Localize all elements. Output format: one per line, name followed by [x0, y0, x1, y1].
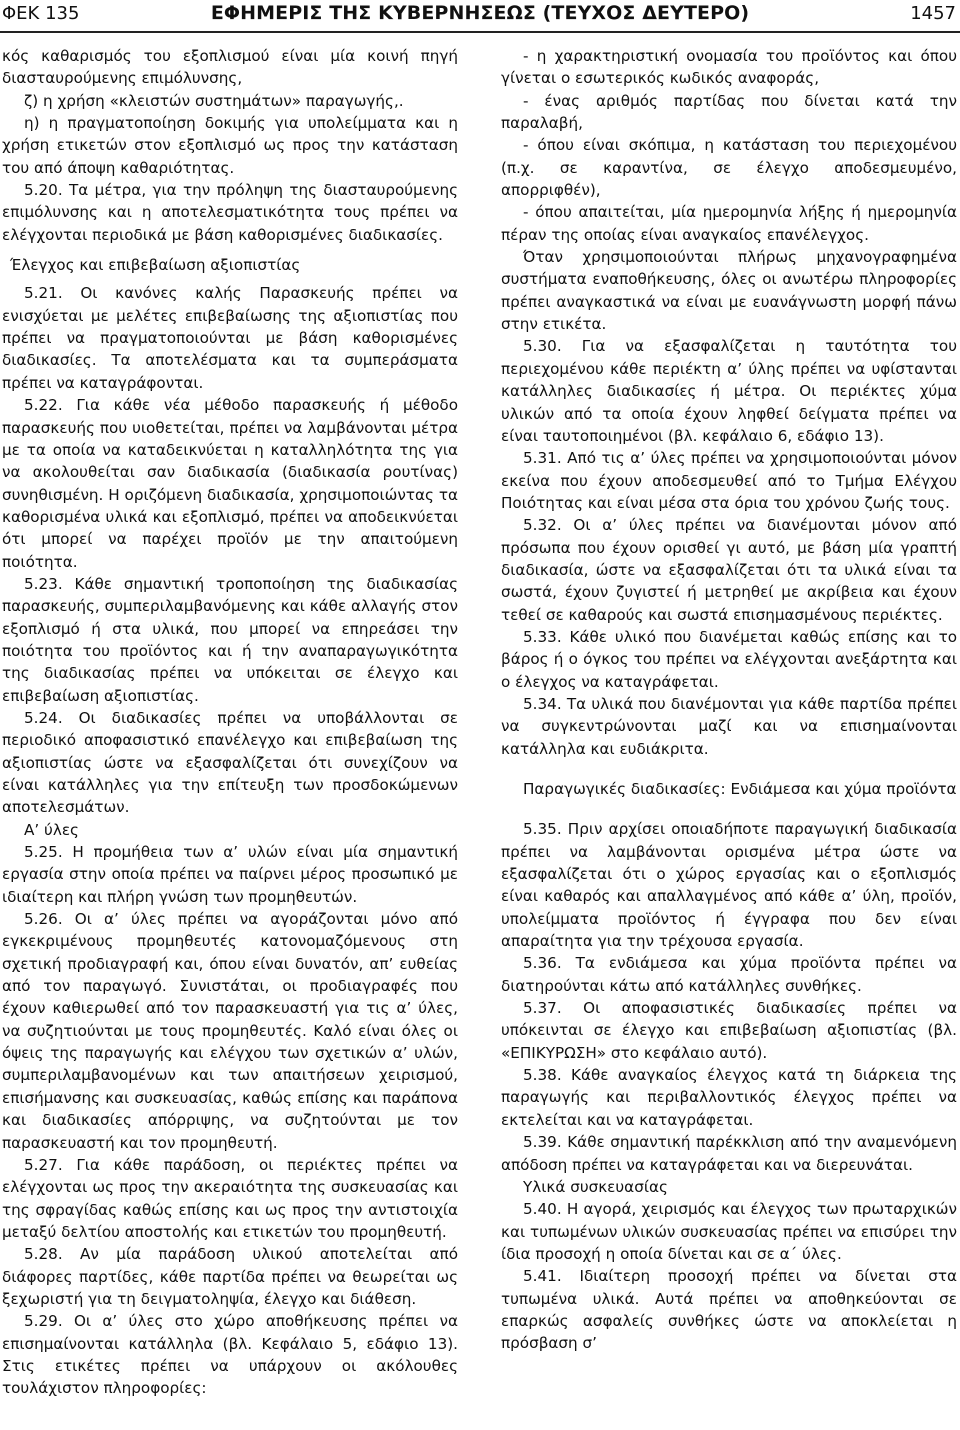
paragraph: 5.40. Η αγορά, χειρισμός και έλεγχος των πρωταρχικών και τυπωμένων υλικών συσκευασίας πρέπει να επισύρει την ίδια προσοχή η οποία δίνεται και σε α΄ ύλες. [501, 1200, 957, 1263]
paragraph: 5.21. Οι κανόνες καλής Παρασκευής πρέπει να ενισχύεται με μελέτες επιβεβαίωσης της αξιοπιστίας που πρέπει να πραγματοποιούνται με βάση καθορισμένες διαδικασίες. Τα αποτελέσματα και τα συμπεράσματα πρέπει να καταγράφονται. [2, 284, 458, 392]
paragraph: 5.27. Για κάθε παράδοση, οι περιέκτες πρέπει να ελέγχονται ως προς την ακεραιότητα της συσκευασίας και της σφραγίδας καθώς επίσης και ως προς την αντιστοιχία μεταξύ δελτίου αποστολής και ετικετών του προμηθευτή. [2, 1155, 458, 1241]
paragraph: Όταν χρησιμοποιούνται πλήρως μηχανογραφημένα συστήματα εναποθήκευσης, όλες οι ανωτέρω πληροφορίες πρέπει αναγκαστικά να είναι με ευανάγνωστη μορφή πάνω στην ετικέτα. [501, 248, 957, 334]
paragraph: 5.39. Κάθε σημαντική παρέκκλιση από την αναμενόμενη απόδοση πρέπει να καταγράφεται και να διερευνάται. [501, 1133, 957, 1174]
list-item: - ένας αριθμός παρτίδας που δίνεται κατά την παραλαβή, [501, 91, 957, 133]
paragraph: 5.20. Τα μέτρα, για την πρόληψη της διασταυρούμενης επιμόλυνσης και η αποτελεσματικότητα τους πρέπει να ελέγχονται περιοδικά με βάση καθορισμένες διαδικασίες. [2, 181, 458, 244]
paragraph: 5.22. Για κάθε νέα μέθοδο παρασκευής ή μέθοδο παρασκευής που υιοθετείται, πρέπει να λαμβάνονται μέτρα με τα οποία να καταδεικνύεται η καταλληλότητα της για να ακολουθείται σαν διαδικασία (διαδικασία ρουτίνας) συνηθισμένη. Η οριζόμενη διαδικασία, χρησιμοποιώντας τα καθορισμένα υλικά και εξοπλισμό, πρέπει να αποδεικνύεται ότι μπορεί να παρέχει προϊόν με την απαιτούμενη ποιότητα. [2, 396, 458, 571]
section-heading: Παραγωγικές διαδικασίες: Ενδιάμεσα και χύμα προϊόντα [523, 780, 957, 798]
paragraph: 5.30. Για να εξασφαλίζεται η ταυτότητα του περιεχομένου κάθε περιέκτη α’ ύλης πρέπει να υφίστανται κατάλληλες διαδικασίες ή μέτρα. Οι περιέκτες χύμα υλικών από τα οποία έχουν ληφθεί δείγματα πρέπει να είναι ταυτοποιημένοι (βλ. κεφάλαιο 6, εδάφιο 13). [501, 337, 957, 445]
paragraph: η) η πραγματοποίηση δοκιμής για υπολείμματα και η χρήση ετικετών στον εξοπλισμό ως προς την κατάσταση του από άποψη καθαριότητας. [2, 114, 458, 177]
page-number: 1457 [910, 3, 956, 24]
paragraph: κός καθαρισμός του εξοπλισμού είναι μία κοινή πηγή διασταυρούμενης επιμόλυνσης, [2, 47, 458, 88]
paragraph: 5.31. Από τις α’ ύλες πρέπει να χρησιμοποιούνται μόνον εκείνα που έχουν αποδεσμευθεί από το Τμήμα Ελέγχου Ποιότητας και είναι μέσα στα όρια του χρόνου ζωής τους. [501, 449, 957, 512]
gazette-issue-number: ΦΕΚ 135 [2, 3, 80, 24]
paragraph: 5.35. Πριν αρχίσει οποιαδήποτε παραγωγική διαδικασία πρέπει να λαμβάνονται ορισμένα μέτρα ώστε να εξασφαλίζεται ότι ο χώρος εργασίας και ο εξοπλισμός είναι καθαρός και απαλλαγμένος από κάθε α’ ύλη, προϊόν, υπολείμματα προϊόντος ή έγγραφα που δεν είναι απαραίτητα για την τρέχουσα εργασία. [501, 820, 957, 951]
paragraph: 5.28. Αν μία παράδοση υλικού αποτελείται από διάφορες παρτίδες, κάθε παρτίδα πρέπει να θεωρείται ως ξεχωριστή για τη δειγματοληψία, έλεγχο και διάθεση. [2, 1245, 458, 1308]
paragraph: 5.33. Κάθε υλικό που διανέμεται καθώς επίσης και το βάρος ή ο όγκος του πρέπει να ελέγχονται ανεξάρτητα και ο έλεγχος να καταγράφεται. [501, 627, 957, 691]
paragraph: 5.32. Οι α’ ύλες πρέπει να διανέμονται μόνον από πρόσωπα που έχουν ορισθεί γι αυτό, με βάση μία γραπτή διαδικασία, ώστε να εξασφαλίζεται ότι τα υλικά είναι τα σωστά, έχουν ζυγιστεί ή μετρηθεί με ακρίβεια και έχουν τεθεί σε καθαρούς και σωστά επισημασμένους περιέκτες. [501, 516, 957, 624]
paragraph: 5.26. Οι α’ ύλες πρέπει να αγοράζονται μόνο από εγκεκριμένους προμηθευτές κατονομαζόμενους στη σχετική προδιαγραφή και, όπου είναι δυνατόν, απ’ ευθείας από τον παραγωγό. Συνιστάται, οι προδιαγραφές που έχουν καθιερωθεί από τον παρασκευαστή για τις α’ ύλες, να συζητιούνται με τους προμηθευτές. Καλό είναι όλες οι όψεις της παραγωγής και ελέγχου των σχετικών α’ υλών, συμπεριλαμβανομένων και των απαιτήσεων χειρισμού, επισήμανσης και συσκευασίας, καθώς επίσης και παράπονα και διαδικασίες απόρριψης, να συζητούνται με τον παρασκευαστή και τον προμηθευτή. [2, 910, 458, 1152]
section-heading: Υλικά συσκευασίας [523, 1177, 668, 1196]
list-item: - η χαρακτηριστική ονομασία του προϊόντος και όπου γίνεται ο εσωτερικός κωδικός αναφοράς, [501, 47, 957, 88]
paragraph: 5.38. Κάθε αναγκαίος έλεγχος κατά τη διάρκεια της παραγωγής και περιβαλλοντικός έλεγχος πρέπει να εκτελείται και να καταγράφεται. [501, 1066, 957, 1129]
paragraph: 5.29. Οι α’ ύλες στο χώρο αποθήκευσης πρέπει να επισημαίνονται κατάλληλα (βλ. Κεφάλαιο 5, εδάφιο 13). Στις ετικέτες πρέπει να υπάρχουν οι ακόλουθες τουλάχιστον πληροφορίες: [2, 1312, 458, 1398]
paragraph: ζ) η χρήση «κλειστών συστημάτων» παραγωγής,. [24, 91, 404, 110]
paragraph: 5.36. Τα ενδιάμεσα και χύμα προϊόντα πρέπει να διατηρούνται κάτω από κατάλληλες συνθήκες. [501, 954, 957, 995]
section-heading: Έλεγχος και επιβεβαίωση αξιοπιστίας [10, 256, 301, 275]
section-heading: Α’ ύλες [24, 820, 79, 839]
paragraph: 5.41. Ιδιαίτερη προσοχή πρέπει να δίνεται στα τυπωμένα υλικά. Αυτά πρέπει να αποθηκεύονται σε επαρκώς ασφαλείς συνθήκες ώστε να αποκλείεται η πρόσβαση σ’ [501, 1267, 957, 1353]
page-header [0, 0, 960, 34]
paragraph: 5.37. Οι αποφασιστικές διαδικασίες πρέπει να υπόκεινται σε έλεγχο και επιβεβαίωση αξιοπιστίας (βλ. «ΕΠΙΚΥΡΩΣΗ» στο κεφάλαιο αυτό). [501, 999, 957, 1062]
paragraph: 5.34. Τα υλικά που διανέμονται για κάθε παρτίδα πρέπει να συγκεντρώνονται μαζί και να επισημαίνονται κατάλληλα και ευδιάκριτα. [501, 694, 957, 758]
list-item: - όπου απαιτείται, μία ημερομηνία λήξης ή ημερομηνία πέραν της οποίας είναι αναγκαίος επανέλεγχος. [501, 203, 957, 244]
header-rule [0, 31, 960, 33]
left-column [2, 45, 458, 1400]
gazette-title: ΕΦΗΜΕΡΙΣ ΤΗΣ ΚΥΒΕΡΝΗΣΕΩΣ (ΤΕΥΧΟΣ ΔΕΥΤΕΡΟ) [210, 2, 750, 24]
paragraph: 5.23. Κάθε σημαντική τροποποίηση της διαδικασίας παρασκευής, συμπεριλαμβανόμενης και κάθε αλλαγής στον εξοπλισμό ή στα υλικά, που μπορεί να επηρεάσει την ποιότητα του προϊόντος και ή την αναπαραγωγικότητα της διαδικασίας πρέπει να υπόκειται σε έλεγχο και επιβεβαίωση αξιοπιστίας. [2, 574, 458, 705]
right-column [501, 45, 957, 1355]
list-item: - όπου είναι σκόπιμα, η κατάσταση του περιεχομένου (π.χ. σε καραντίνα, σε έλεγχο αποδεσμευμένο, απορριφθέν), [501, 136, 957, 200]
paragraph: 5.25. Η προμήθεια των α’ υλών είναι μία σημαντική εργασία στην οποία πρέπει να παίρνει μέρος προσωπικό με ιδιαίτερη και πλήρη γνώση των προμηθευτών. [2, 843, 458, 906]
paragraph: 5.24. Οι διαδικασίες πρέπει να υποβάλλονται σε περιοδικό αποφασιστικό επανέλεγχο και επιβεβαίωση της αξιοπιστίας ώστε να εξασφαλίζεται ότι συνεχίζουν να είναι κατάλληλες για την επίτευξη των προσδοκώμενων αποτελεσμάτων. [2, 708, 458, 817]
